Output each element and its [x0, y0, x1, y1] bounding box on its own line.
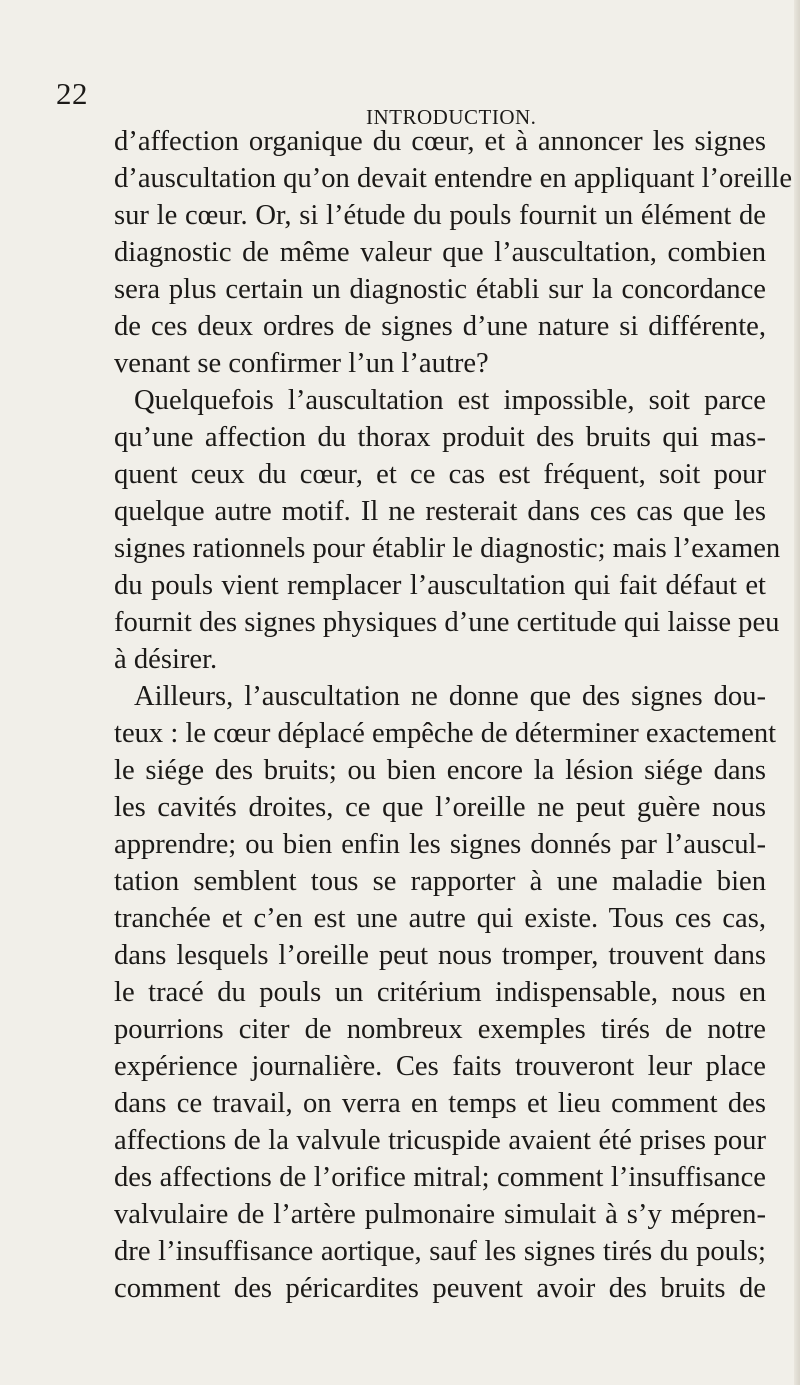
- text-line: d’affection organique du cœur, et à annoncer les signes: [114, 126, 766, 157]
- text-line: sera plus certain un diagnostic établi sur la concordance: [114, 274, 766, 305]
- text-line: affections de la valvule tricuspide avaient été prises pour: [114, 1125, 766, 1156]
- body-text: [0, 122, 800, 1312]
- text-line: dre l’insuffisance aortique, sauf les signes tirés du pouls;: [114, 1236, 766, 1267]
- text-line: le siége des bruits; ou bien encore la lésion siége dans: [114, 755, 766, 786]
- text-line: Quelquefois l’auscultation est impossible, soit parce: [134, 385, 766, 416]
- page-number: 22: [56, 76, 88, 111]
- text-line: valvulaire de l’artère pulmonaire simulait à s’y mépren-: [114, 1199, 766, 1230]
- text-line: sur le cœur. Or, si l’étude du pouls fournit un élément de: [114, 200, 766, 231]
- text-line: d’auscultation qu’on devait entendre en appliquant l’oreille: [114, 163, 793, 194]
- text-line: pourrions citer de nombreux exemples tirés de notre: [114, 1014, 766, 1045]
- text-line: tranchée et c’en est une autre qui existe. Tous ces cas,: [114, 903, 766, 934]
- text-line: Ailleurs, l’auscultation ne donne que des signes dou-: [134, 681, 766, 712]
- text-line: venant se confirmer l’un l’autre?: [114, 348, 489, 379]
- text-line: le tracé du pouls un critérium indispensable, nous en: [114, 977, 766, 1008]
- text-line: dans lesquels l’oreille peut nous tromper, trouvent dans: [114, 940, 766, 971]
- text-line: quelque autre motif. Il ne resterait dans ces cas que les: [114, 496, 766, 527]
- text-line: signes rationnels pour établir le diagnostic; mais l’examen: [114, 533, 781, 564]
- text-line: teux : le cœur déplacé empêche de déterminer exactement: [114, 718, 777, 749]
- text-line: fournit des signes physiques d’une certitude qui laisse peu: [114, 607, 780, 638]
- text-line: apprendre; ou bien enfin les signes donnés par l’auscul-: [114, 829, 766, 860]
- running-title: INTRODUCTION.: [366, 105, 537, 129]
- text-line: expérience journalière. Ces faits trouveront leur place: [114, 1051, 766, 1082]
- text-line: du pouls vient remplacer l’auscultation qui fait défaut et: [114, 570, 766, 601]
- text-line: de ces deux ordres de signes d’une nature si différente,: [114, 311, 766, 342]
- text-line: quent ceux du cœur, et ce cas est fréquent, soit pour: [114, 459, 766, 490]
- text-line: les cavités droites, ce que l’oreille ne peut guère nous: [114, 792, 766, 823]
- text-line: dans ce travail, on verra en temps et lieu comment des: [114, 1088, 766, 1119]
- text-line: comment des péricardites peuvent avoir des bruits de: [114, 1273, 766, 1304]
- text-line: des affections de l’orifice mitral; comment l’insuffisance: [114, 1162, 766, 1193]
- text-line: qu’une affection du thorax produit des bruits qui mas-: [114, 422, 766, 453]
- text-line: tation semblent tous se rapporter à une maladie bien: [114, 866, 766, 897]
- text-line: diagnostic de même valeur que l’auscultation, combien: [114, 237, 766, 268]
- text-line: à désirer.: [114, 644, 218, 675]
